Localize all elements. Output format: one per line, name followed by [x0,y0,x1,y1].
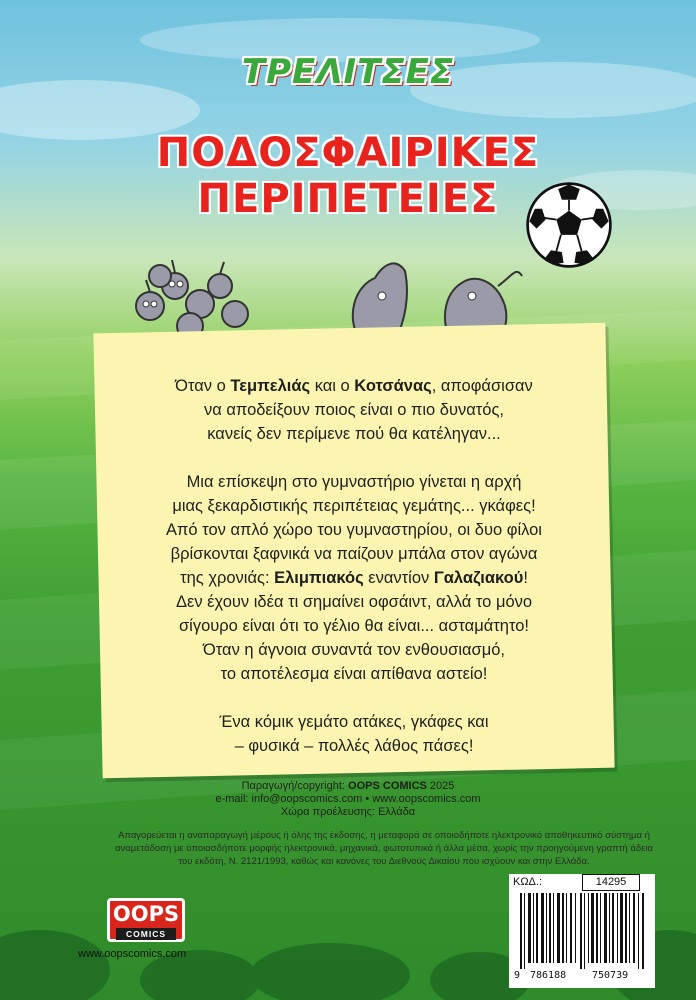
blurb-paragraph-2: Μια επίσκεψη στο γυμναστήριο γίνεται η αρχή μιας ξεκαρδιστικής περιπέτειας γεμάτης... γκάφες! Από τον απλό χώρο του γυμναστηρίου, οι δυο φίλοι βρίσκονται ξαφνικά να παίζουν μπάλα στον αγώνα της χρονιάς: Ελιμπιακός εναντίον Γαλαζιακού! Δεν έχουν ιδέα τι σημαίνει οφσάιντ, αλλά το μόνο σίγουρο είναι ότι το γέλιο θα είναι... ασταμάτητο! Όταν η άγνοια συναντά τον ενθουσιασμό, το αποτέλεσμα είναι απίθανα αστείο! [166,473,542,683]
product-code-label: ΚΩΔ.: [513,876,543,888]
series-logo: ΤΡΕΛΙΤΣΕΣ [241,52,455,92]
isbn-group-1: 786188 [530,970,567,981]
publisher-logo: OOPS [107,898,185,942]
country-of-origin: Χώρα προέλευσης: Ελλάδα [280,806,416,818]
barcode [520,893,646,969]
blurb-paragraph-1: Όταν ο Τεμπελιάς και ο Κοτσάνας, αποφάσισαν να αποδείξουν ποιος είναι ο πιο δυνατός, κανείς δεν περίμενε πού θα κατέληγαν... [175,377,533,443]
title-line-1: ΠΟΔΟΣΦΑΙΡΙΚΕΣ [156,130,540,176]
legal-notice: Απαγορεύεται η αναπαραγωγή μέρους ή όλης της έκδοσης, η μεταφορά σε οποιοδήποτε ηλεκτρονικό αποθηκευτικό σύστημα ή αναμετάδοση με οποιασδήποτε μορφής ηλεκτρονικά, μηχανικά, φωτοτυπικά ή άλλα μέσα, χωρίς την προηγούμενη γραπτή άδεια του εκδότη, Ν. 2121/1993, καθώς και κανόνες του Διεθνούς Δικαίου που ισχύουν και στην Ελλάδα. [115,830,653,867]
isbn-group-2: 750739 [592,970,629,981]
title-line-2: ΠΕΡΙΠΕΤΕΙΕΣ [197,176,499,222]
blurb-paragraph-3: Ένα κόμικ γεμάτο ατάκες, γκάφες και – φυσικά – πολλές λάθος πάσες! [219,713,489,755]
production-credit: Παραγωγή/copyright: OOPS COMICS 2025 [241,780,455,792]
publisher-logo-sub: COMICS [116,928,176,940]
isbn-prefix: 9 [514,970,521,981]
contact-info: e-mail: info@oopscomics.com • www.oopscomics.com [215,793,481,805]
publisher-website: www.oopscomics.com [78,948,187,960]
product-code-value: 14295 [582,874,640,891]
blurb-text [120,374,588,782]
